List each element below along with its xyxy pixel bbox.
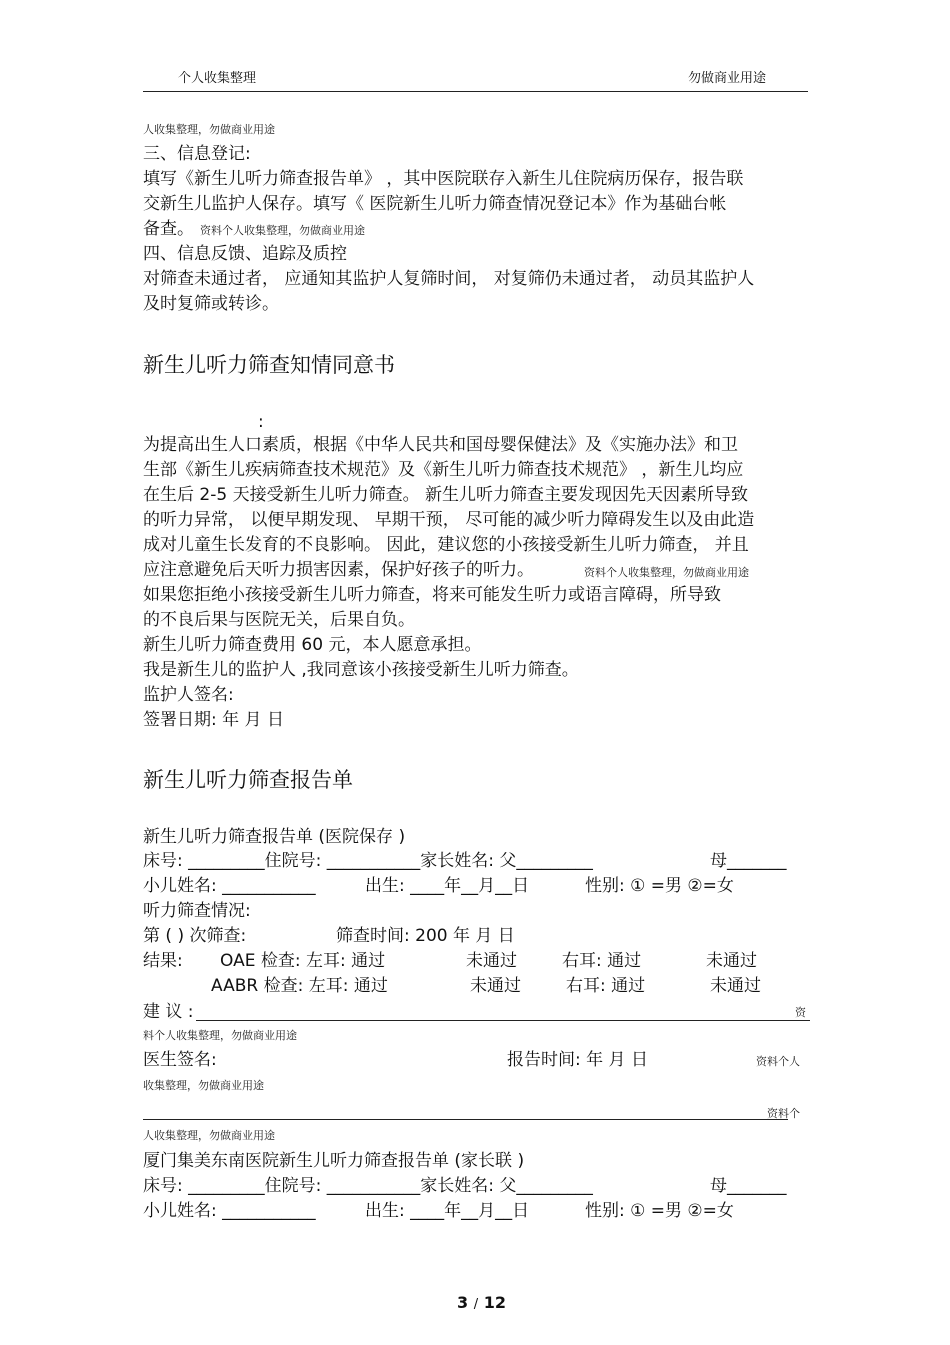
report-screen-time: 筛查时间: 200 年 月 日 [336,926,515,946]
guardian-signature: 监护人签名: [143,685,234,705]
page-current: 3 [457,1293,469,1312]
page-total: 12 [483,1293,506,1312]
consent-line-2: 生部《新生儿疾病筛查技术规范》及《新生儿听力筛查技术规范》 ，新生儿均应 [143,460,744,480]
consent-line-7: 如果您拒绝小孩接受新生儿听力筛查，将来可能发生听力或语言障碍，所导致 [143,585,721,605]
aabr-right: 右耳: 通过 [566,976,646,996]
report-title: 新生儿听力筛查报告单 [143,768,353,792]
report2-sex: 性别: ① =男 ②=女 [585,1201,734,1221]
consent-line-8: 的不良后果与医院无关，后果自负。 [143,610,415,630]
consent-line-5: 成对儿童生长发育的不良影响。 因此，建议您的小孩接受新生儿听力筛查， 并且 [143,535,749,555]
oae-left-fail: 未通过 [466,951,517,971]
report2-birth: 出生: ____年__月__日 [365,1201,530,1221]
watermark-note: 资料个人收集整理，勿做商业用途 [200,224,365,237]
section-3-title: 三、信息登记: [143,144,251,164]
section-3-line-2: 交新生儿监护人保存。填写《 医院新生儿听力筛查情况登记本》作为基础台帐 [143,194,727,214]
consent-line-4: 的听力异常， 以便早期发现、 早期干预， 尽可能的减少听力障碍发生以及由此造 [143,510,755,530]
report-bed-row: 床号: _________住院号: ___________家长姓名: 父_________ [143,851,593,871]
watermark-note: 资料个人 [756,1055,800,1068]
section-4-line-1: 对筛查未通过者， 应通知其监护人复筛时间， 对复筛仍未通过者， 动员其监护人 [143,269,755,289]
watermark-note: 收集整理，勿做商业用途 [143,1079,264,1092]
report2-subtitle: 厦门集美东南医院新生儿听力筛查报告单 (家长联 ) [143,1151,525,1171]
aabr-right-fail: 未通过 [710,976,761,996]
oae-left: OAE 检查: 左耳: 通过 [220,951,386,971]
report2-bed-row: 床号: _________住院号: ___________家长姓名: 父_________ [143,1176,593,1196]
header-left: 个人收集整理 [178,71,257,86]
section-4-line-2: 及时复筛或转诊。 [143,294,279,314]
watermark-note: 资 [795,1006,806,1019]
report-advice: 建 议 : [143,1002,194,1022]
aabr-left: AABR 检查: 左耳: 通过 [211,976,388,996]
consent-fee: 新生儿听力筛查费用 60 元，本人愿意承担。 [143,635,482,655]
report-subtitle: 新生儿听力筛查报告单 (医院保存 ) [143,827,406,847]
header-right: 勿做商业用途 [688,71,767,86]
consent-title: 新生儿听力筛查知情同意书 [143,353,395,377]
consent-agree: 我是新生儿的监护人 ,我同意该小孩接受新生儿听力筛查。 [143,660,579,680]
report-child-name: 小儿姓名: ___________ [143,876,316,896]
page-number [457,1293,506,1312]
consent-line-1: 为提高出生人口素质，根据《中华人民共和国母婴保健法》及《实施办法》和卫 [143,435,738,455]
salutation-colon: : [258,412,264,432]
report-mother: 母_______ [710,851,787,871]
watermark-note: 资料个 [767,1107,800,1120]
section-3-line-1: 填写《新生儿听力筛查报告单》 ，其中医院联存入新生儿住院病历保存，报告联 [143,169,744,189]
header-rule [143,91,808,92]
report-times: 第 ( ) 次筛查: [143,926,247,946]
oae-right: 右耳: 通过 [562,951,642,971]
consent-line-3: 在生后 2-5 天接受新生儿听力筛查。 新生儿听力筛查主要发现因先天因素所导致 [143,485,748,505]
report-time: 报告时间: 年 月 日 [507,1050,648,1070]
report2-child-name: 小儿姓名: ___________ [143,1201,316,1221]
aabr-left-fail: 未通过 [470,976,521,996]
report-status: 听力筛查情况: [143,901,251,921]
report-sex: 性别: ① =男 ②=女 [585,876,734,896]
report-birth: 出生: ____年__月__日 [365,876,530,896]
page-separator: / [473,1297,479,1312]
report-result-label: 结果: [143,951,183,971]
separator-line [143,1119,788,1120]
advice-line [196,1020,810,1021]
watermark-note: 人收集整理，勿做商业用途 [143,1129,275,1142]
doctor-signature: 医生签名: [143,1050,217,1070]
watermark-note: 资料个人收集整理，勿做商业用途 [584,566,749,579]
section-3-line-3: 备查。 [143,219,194,239]
sign-date: 签署日期: 年 月 日 [143,710,284,730]
consent-line-6: 应注意避免后天听力损害因素，保护好孩子的听力。 [143,560,534,580]
watermark-note: 人收集整理，勿做商业用途 [143,123,275,136]
report2-mother: 母_______ [710,1176,787,1196]
section-4-title: 四、信息反馈、追踪及质控 [143,244,347,264]
oae-right-fail: 未通过 [706,951,757,971]
watermark-note: 料个人收集整理，勿做商业用途 [143,1029,297,1042]
